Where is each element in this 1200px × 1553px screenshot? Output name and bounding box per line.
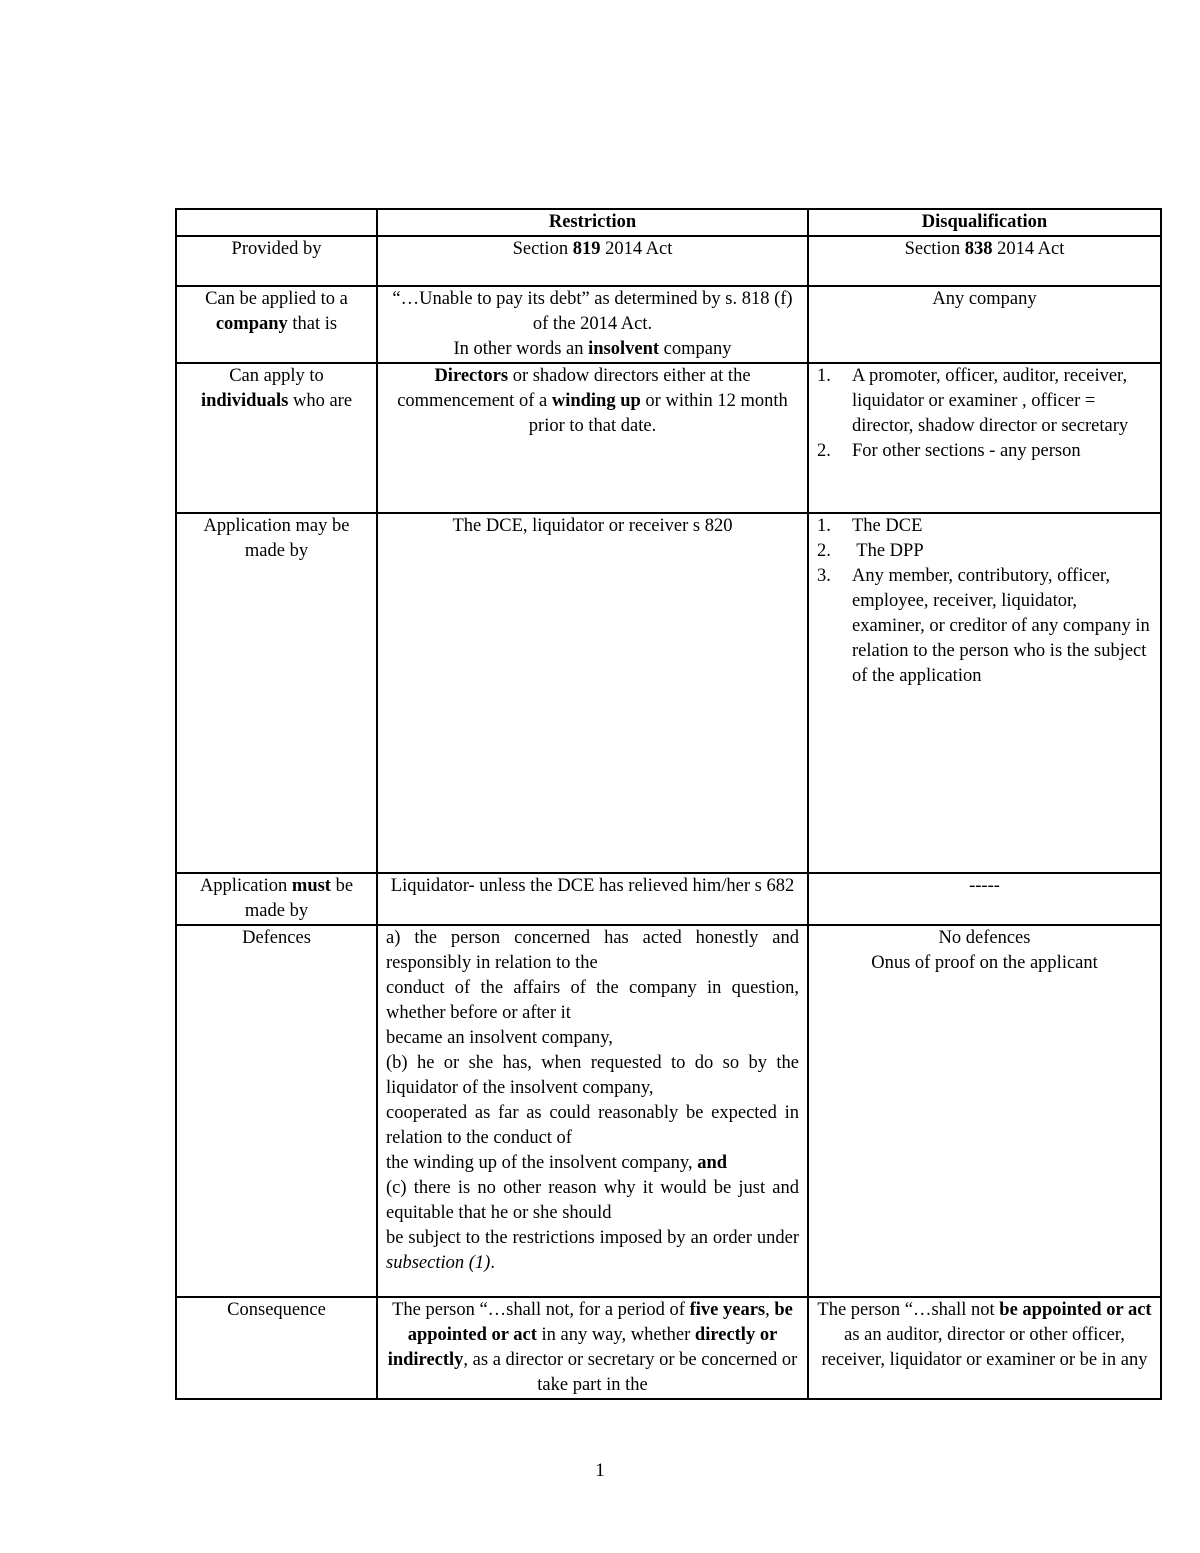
restriction-consequence: The person “…shall not, for a period of five years, be appointed or act in any way, whether directly or indirectly, as a director or secretary or be concerned or take part in the bbox=[377, 1297, 808, 1399]
disqualification-company: Any company bbox=[808, 286, 1161, 363]
row-defences bbox=[176, 925, 1161, 1297]
header-blank-cell bbox=[176, 209, 377, 236]
header-row bbox=[176, 209, 1161, 236]
label-may-apply: Application may be made by bbox=[176, 513, 377, 873]
restriction-provided-by: Section 819 2014 Act bbox=[377, 236, 808, 286]
page-number: 1 bbox=[595, 1460, 605, 1481]
list-item: 1. A promoter, officer, auditor, receiver, liquidator or examiner , officer = director, shadow director or secretary bbox=[817, 366, 1129, 436]
disqualification-may-apply bbox=[808, 513, 1161, 873]
comparison-table bbox=[175, 208, 1162, 1400]
label-consequence: Consequence bbox=[176, 1297, 377, 1399]
list-item: 2. The DPP bbox=[817, 541, 924, 561]
label-defences: Defences bbox=[176, 925, 377, 1297]
list-item: 1. The DCE bbox=[817, 516, 923, 536]
row-company bbox=[176, 286, 1161, 363]
label-must-apply: Application must be made by bbox=[176, 873, 377, 925]
restriction-must-apply: Liquidator- unless the DCE has relieved him/her s 682 bbox=[377, 873, 808, 925]
disqualification-defences: No defences Onus of proof on the applicant bbox=[808, 925, 1161, 1297]
label-company: Can be applied to a company that is bbox=[176, 286, 377, 363]
list-item: 2. For other sections - any person bbox=[817, 441, 1081, 461]
label-provided-by: Provided by bbox=[176, 236, 377, 286]
row-may-apply bbox=[176, 513, 1161, 873]
restriction-may-apply: The DCE, liquidator or receiver s 820 bbox=[377, 513, 808, 873]
list-item: 3. Any member, contributory, officer, employee, receiver, liquidator, examiner, or creditor of any company in relation to the person who is the subject of the application bbox=[817, 566, 1150, 686]
header-disqualification: Disqualification bbox=[808, 209, 1161, 236]
disqualification-individuals bbox=[808, 363, 1161, 513]
row-provided-by bbox=[176, 236, 1161, 286]
disqualification-provided-by: Section 838 2014 Act bbox=[808, 236, 1161, 286]
label-individuals: Can apply to individuals who are bbox=[176, 363, 377, 513]
row-consequence bbox=[176, 1297, 1161, 1399]
numbered-list bbox=[817, 364, 1152, 464]
row-must-apply bbox=[176, 873, 1161, 925]
restriction-individuals: Directors or shadow directors either at the commencement of a winding up or within 12 month prior to that date. bbox=[377, 363, 808, 513]
restriction-company: “…Unable to pay its debt” as determined by s. 818 (f) of the 2014 Act. In other words an insolvent company bbox=[377, 286, 808, 363]
header-restriction: Restriction bbox=[377, 209, 808, 236]
restriction-defences: a) the person concerned has acted honestly and responsibly in relation to the conduct of the affairs of the company in question, whether before or after it became an insolvent company, (b) he or she has, when requested to do so by the liquidator of the insolvent company, cooperated as far as could reasonably be expected in relation to the conduct of the winding up of the insolvent company, and (c) there is no other reason why it would be just and equitable that he or she should be subject to the restrictions imposed by an order under subsection (1). bbox=[377, 925, 808, 1297]
row-individuals bbox=[176, 363, 1161, 513]
disqualification-must-apply: ----- bbox=[808, 873, 1161, 925]
disqualification-consequence: The person “…shall not be appointed or act as an auditor, director or other officer, receiver, liquidator or examiner or be in any bbox=[808, 1297, 1161, 1399]
numbered-list bbox=[817, 514, 1152, 689]
